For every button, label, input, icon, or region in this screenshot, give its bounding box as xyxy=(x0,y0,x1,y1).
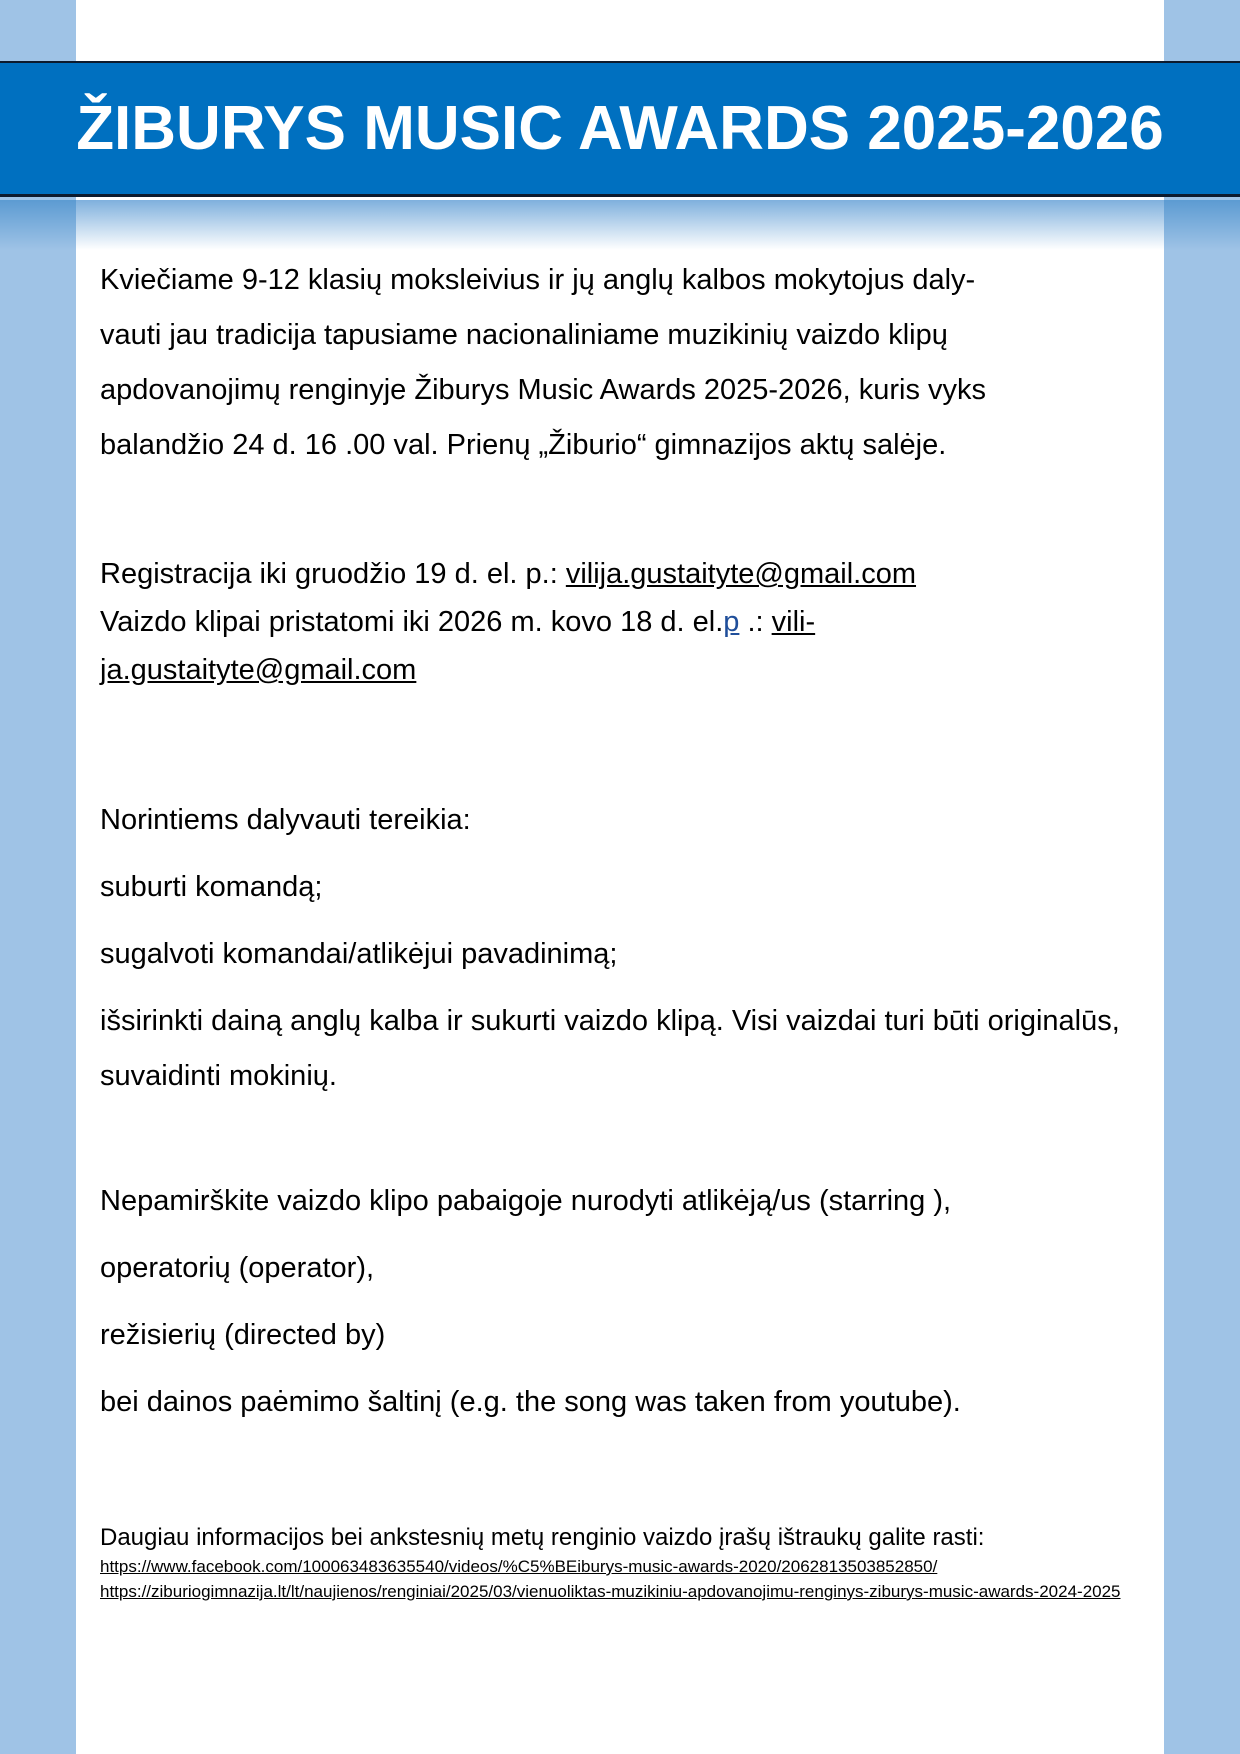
credits-line: operatorių (operator), xyxy=(100,1252,375,1284)
school-news-link[interactable]: https://ziburiogimnazija.lt/lt/naujienos/renginiai/2025/03/vienuoliktas-muzikiniu-apdovanojimu-renginys-ziburys-music-awards-2024-2025 xyxy=(100,1582,1121,1601)
left-side-bar xyxy=(0,0,76,1754)
requirements-section xyxy=(100,787,1150,1104)
intro-line: balandžio 24 d. 16 .00 val. Prienų „Žiburio“ gimnazijos aktų salėje. xyxy=(100,429,947,461)
requirement-item: sugalvoti komandai/atlikėjui pavadinimą; xyxy=(100,938,618,970)
submission-p-link[interactable]: p xyxy=(723,606,740,638)
intro-line: apdovanojimų renginyje Žiburys Music Awards 2025-2026, kuris vyks xyxy=(100,374,987,406)
registration-info xyxy=(100,550,1150,694)
submission-email-link-continued[interactable]: ja.gustaityte@gmail.com xyxy=(100,654,417,686)
intro-paragraph xyxy=(100,253,1150,473)
credits-line: Nepamirškite vaizdo klipo pabaigoje nurodyti atlikėją/us (starring ), xyxy=(100,1185,952,1217)
submission-text: Vaizdo klipai pristatomi iki 2026 m. kovo 18 d. el. xyxy=(100,606,724,638)
more-info-section xyxy=(100,1522,1150,1604)
submission-separator: .: xyxy=(739,606,772,638)
intro-line: vauti jau tradicija tapusiame nacionaliniame muzikinių vaizdo klipų xyxy=(100,319,948,351)
requirements-heading: Norintiems dalyvauti tereikia: xyxy=(100,804,471,836)
submission-email-link[interactable]: vili- xyxy=(771,606,816,638)
submission-line-continued xyxy=(100,646,1150,694)
right-side-bar-shade xyxy=(1164,200,1240,250)
facebook-video-link[interactable]: https://www.facebook.com/100063483635540/videos/%C5%BEiburys-music-awards-2020/2062813503852850/ xyxy=(100,1557,938,1576)
left-side-bar-shade xyxy=(0,200,76,250)
banner-fade xyxy=(76,200,1164,250)
credits-line: režisierių (directed by) xyxy=(100,1319,386,1351)
requirement-item: suburti komandą; xyxy=(100,871,323,903)
registration-line xyxy=(100,550,1150,598)
intro-line: Kviečiame 9-12 klasių moksleivius ir jų anglų kalbos mokytojus daly- xyxy=(100,264,976,296)
registration-email-link[interactable]: vilija.gustaityte@gmail.com xyxy=(565,558,917,590)
more-info-lead: Daugiau informacijos bei ankstesnių metų renginio vaizdo įrašų ištraukų galite rasti: xyxy=(100,1524,985,1551)
page-title: ŽIBURYS MUSIC AWARDS 2025-2026 xyxy=(76,94,1164,163)
requirement-item: išsirinkti dainą anglų kalba ir sukurti vaizdo klipą. Visi vaizdai turi būti originalūs, suvaidinti mokinių. xyxy=(100,1005,1120,1092)
registration-text: Registracija iki gruodžio 19 d. el. p.: xyxy=(100,558,566,590)
right-side-bar xyxy=(1164,0,1240,1754)
title-banner xyxy=(0,61,1240,197)
credits-line: bei dainos paėmimo šaltinį (e.g. the song was taken from youtube). xyxy=(100,1386,961,1418)
credits-section xyxy=(100,1168,1150,1436)
submission-line xyxy=(100,598,1150,646)
